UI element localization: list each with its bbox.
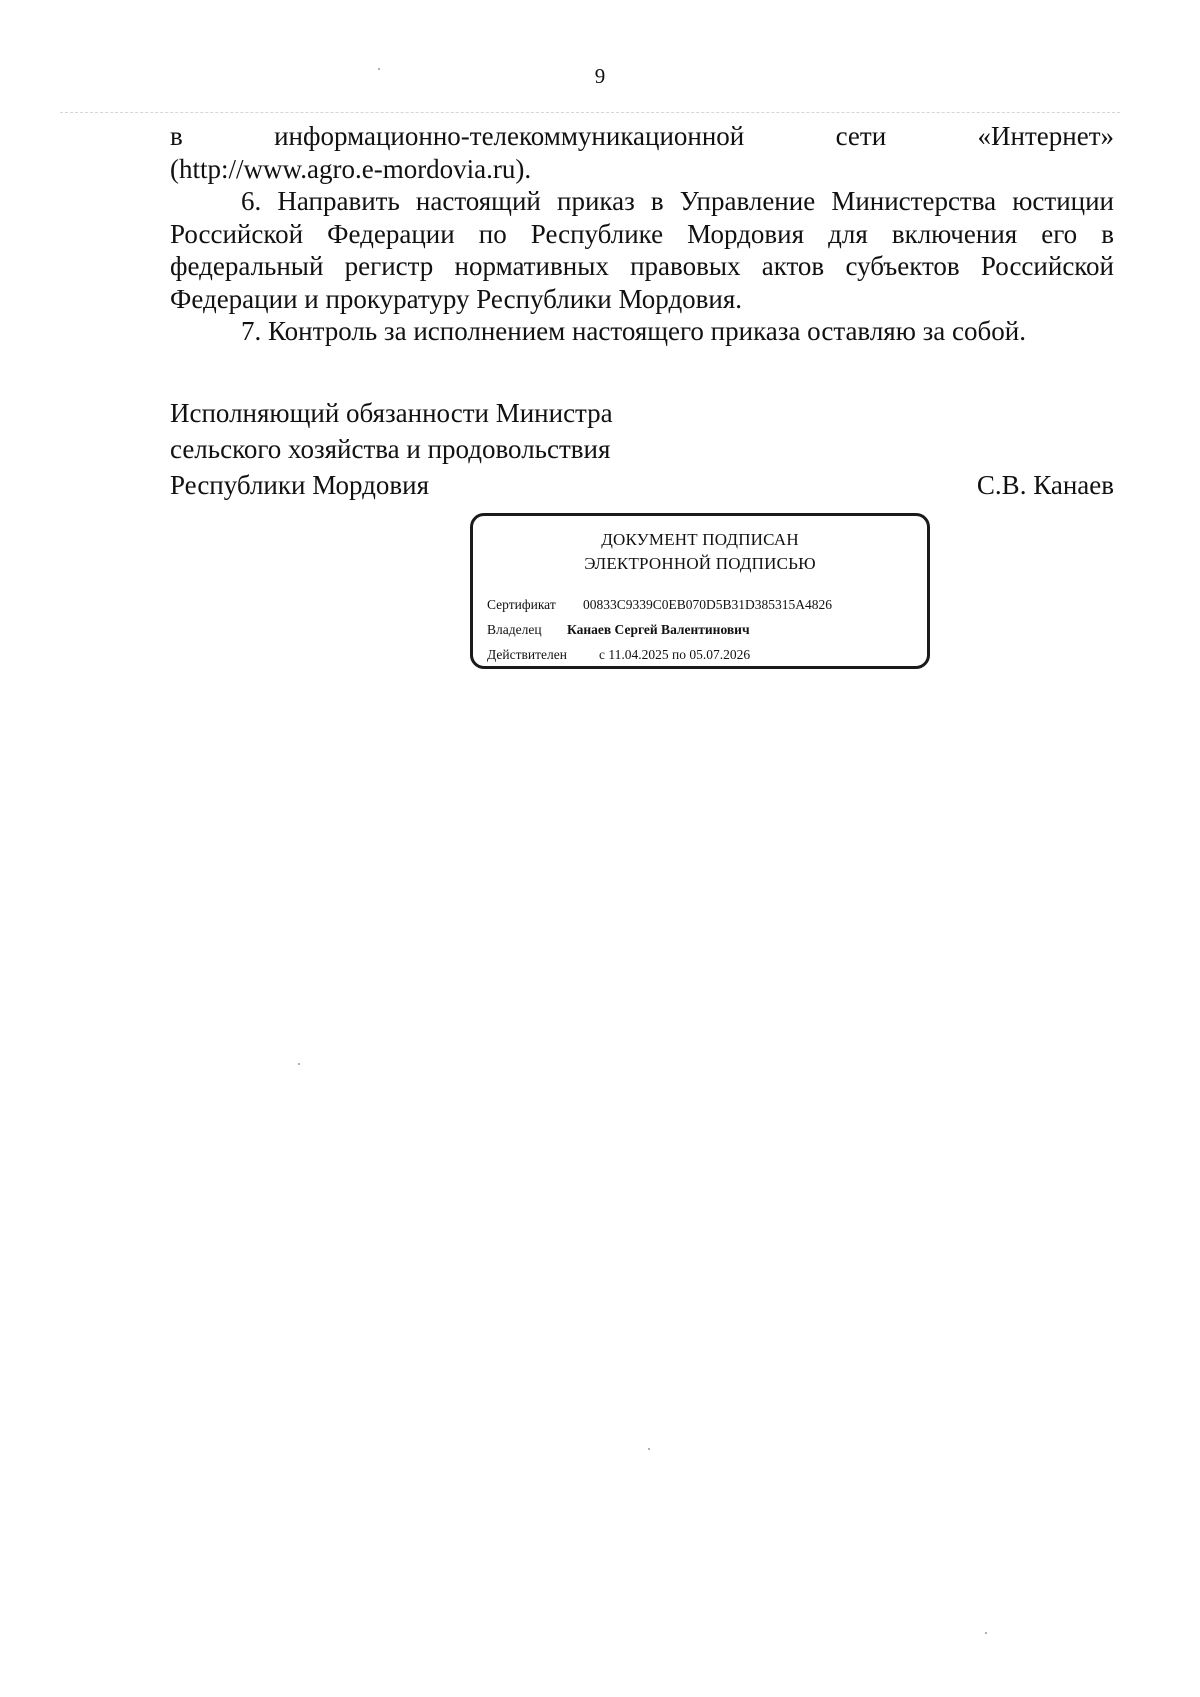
certificate-label: Сертификат [487,597,556,612]
paragraph-5-line-2: (http://www.agro.e-mordovia.ru). [170,153,532,184]
stamp-validity-row [487,642,913,667]
paragraph-6-line-1: 6. Направить настоящий приказ в Управление Министерства юстиции [241,186,1114,216]
signatory-name: С.В. Канаев [976,470,1114,500]
stamp-title-line-2: ЭЛЕКТРОННОЙ ПОДПИСЬЮ [584,554,816,573]
paragraph-6-line-4: Федерации и прокуратуру Республики Мордовия. [170,283,743,314]
scan-speck [648,1448,650,1450]
signatory-position-line-2: сельского хозяйства и продовольствия [170,434,611,464]
owner-value: Канаев Сергей Валентинович [567,622,750,637]
signatory-position-line-3: Республики Мордовия [170,470,430,500]
stamp-title-line-1: ДОКУМЕНТ ПОДПИСАН [601,530,799,549]
scan-artifact-line [60,112,1120,113]
scan-speck [378,68,380,70]
paragraph-5-line-1: в информационно-телекоммуникационной сети «Интернет» [170,121,1114,151]
validity-label: Действителен [487,647,567,662]
page-number: 9 [594,64,606,88]
signatory-last-line [170,467,1114,503]
scan-speck [985,1632,987,1634]
scan-speck [298,1063,300,1065]
paragraph-7-line-1: 7. Контроль за исполнением настоящего приказа оставляю за собой. [241,316,1026,346]
electronic-signature-stamp [470,513,930,669]
paragraph-6-line-2: Российской Федерации по Республике Мордовия для включения его в [170,218,1114,249]
stamp-details [487,592,913,667]
validity-value: с 11.04.2025 по 05.07.2026 [599,647,751,662]
stamp-certificate-row [487,592,913,617]
paragraph-6-line-3: федеральный регистр нормативных правовых актов субъектов Российской [170,251,1114,281]
owner-label: Владелец [487,622,542,637]
signatory-position-line-1: Исполняющий обязанности Министра [170,398,613,428]
stamp-owner-row [487,617,913,642]
certificate-value: 00833C9339C0EB070D5B31D385315A4826 [583,597,833,612]
signature-block [170,395,1114,503]
document-body [170,120,1114,348]
